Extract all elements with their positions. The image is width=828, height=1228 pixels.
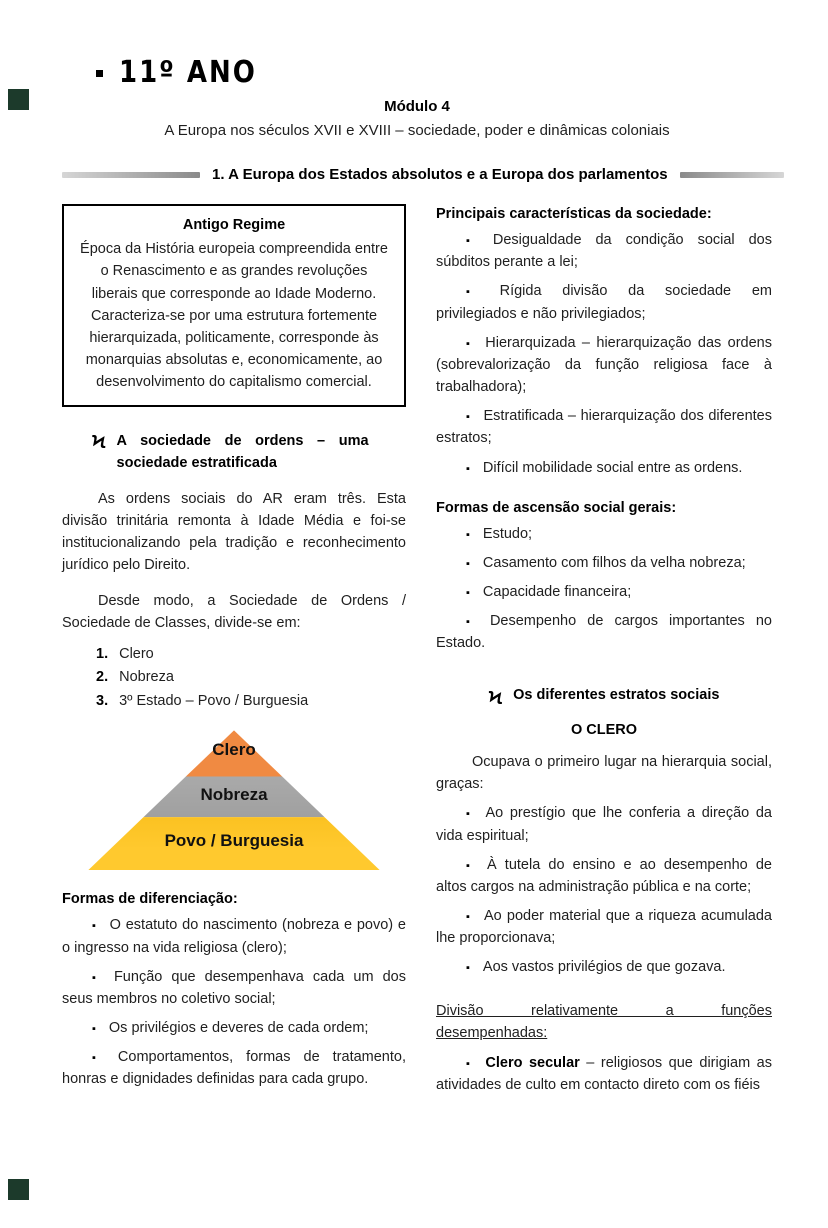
corner-square-bottom — [8, 1179, 29, 1200]
bullet-text: – religiosos que dirigiam as atividades de culto em contacto direto com os fiéis — [436, 1054, 772, 1093]
social-pyramid-diagram — [88, 730, 380, 870]
module-title: Módulo 4 — [384, 98, 450, 115]
box-title: Antigo Regime — [182, 217, 286, 233]
bullet-icon: ▪ — [466, 808, 473, 821]
bullet-text: Estratificada – hierarquização dos diferentes estratos; — [436, 408, 772, 447]
bullet-icon: ▪ — [92, 920, 97, 933]
bullet-text: Capacidade financeira; — [482, 584, 632, 601]
society-heading — [92, 431, 406, 475]
bullet-item — [436, 854, 772, 898]
paragraph: As ordens sociais do AR eram três. Esta divisão trinitária remonta à Idade Média e foi-se institucionalizando pela tradição e reconhecimento jurídico pelo Direito. — [62, 490, 406, 574]
bullet-text: Aos vastos privilégios de que gozava. — [482, 959, 726, 976]
module-subtitle: A Europa nos séculos XVII e XVIII – sociedade, poder e dinâmicas coloniais — [164, 122, 670, 139]
list-number: 3. — [96, 692, 109, 709]
bullet-item — [436, 905, 772, 949]
bullet-icon: ▪ — [466, 337, 473, 350]
ordered-list — [96, 643, 406, 713]
estratos-heading-text: Os diferentes estratos sociais — [513, 686, 720, 703]
bullet-item — [62, 1046, 406, 1090]
bullet-text: Função que desempenhava cada um dos seus membros no coletivo social; — [62, 968, 406, 1007]
bullet-icon: ▪ — [466, 411, 471, 424]
list-text: 3º Estado – Povo / Burguesia — [119, 692, 309, 709]
divisao-line2: desempenhadas: — [436, 1025, 548, 1042]
bullet-text: Os privilégios e deveres de cada ordem; — [108, 1020, 369, 1037]
list-number: 2. — [96, 669, 109, 686]
bullet-item — [436, 956, 772, 978]
list-text: Clero — [119, 645, 154, 662]
bullet-icon: ▪ — [466, 235, 480, 247]
grade-heading — [96, 55, 772, 91]
bullet-text: À tutela do ensino e ao desempenho de altos cargos na administração pública e na corte; — [436, 856, 772, 895]
bullet-icon: ▪ — [466, 859, 474, 872]
list-item — [96, 666, 406, 689]
list-item — [96, 643, 406, 666]
bullet-icon: ▪ — [92, 1023, 96, 1036]
clero-heading: O CLERO — [570, 722, 638, 739]
ascensao-heading: Formas de ascensão social gerais: — [436, 499, 677, 516]
bullet-icon: ▪ — [466, 528, 470, 541]
document-page — [0, 55, 828, 1096]
grade-title: 11º ANO — [119, 55, 257, 91]
bullet-text: Rígida divisão da sociedade em privilegiados e não privilegiados; — [436, 283, 772, 322]
two-column-layout — [62, 204, 772, 1096]
bullet-item — [62, 914, 406, 958]
bullet-text: Estudo; — [482, 525, 533, 542]
bullet-icon: ▪ — [466, 962, 470, 975]
bullet-item — [436, 332, 772, 399]
left-column — [62, 204, 406, 1091]
divider-bar-right — [680, 172, 784, 178]
divisao-line1: Divisão relativamente a funções — [436, 1002, 772, 1019]
bullet-icon: ▪ — [466, 462, 470, 475]
bullet-item — [436, 581, 772, 603]
bullet-item — [436, 457, 772, 479]
bullet-text: Difícil mobilidade social entre as ordens. — [482, 459, 743, 476]
section-heading — [62, 166, 772, 183]
bullet-item — [62, 1017, 406, 1039]
bullet-text: O estatuto do nascimento (nobreza e povo) e o ingresso na vida religiosa (clero); — [62, 917, 406, 956]
bullet-icon: ▪ — [466, 616, 477, 629]
pyramid-label: Clero — [212, 740, 256, 760]
bullet-icon: ▪ — [466, 286, 487, 299]
bullet-item — [62, 966, 406, 1010]
bullet-item — [436, 610, 772, 654]
bullet-icon: ▪ — [466, 1057, 473, 1070]
box-body: Época da História europeia compreendida entre o Renascimento e as grandes revoluções liberais que corresponde ao Idade Moderno. Caracteriza-se por uma estrutura fortemente hierarquizada, politicamente, corresponde às monarquias absolutas e, economicamente, ao desenvolvimento do capitalismo comercial. — [80, 241, 388, 391]
lightning-marker-icon: Ϟ — [488, 687, 503, 708]
bullet-text: Desigualdade da condição social dos súbditos perante a lei; — [436, 232, 772, 271]
list-number: 1. — [96, 645, 109, 662]
section-title: 1. A Europa dos Estados absolutos e a Europa dos parlamentos — [212, 166, 668, 183]
bullet-text: Casamento com filhos da velha nobreza; — [482, 554, 746, 571]
bullet-item — [436, 405, 772, 449]
bullet-item — [436, 280, 772, 324]
bullet-icon: ▪ — [466, 587, 470, 600]
diff-heading: Formas de diferenciação: — [62, 891, 238, 908]
bullet-item — [436, 1052, 772, 1096]
bullet-text: Ao prestígio que lhe conferia a direção da vida espiritual; — [436, 805, 772, 844]
corner-square-top — [8, 89, 29, 110]
bullet-icon: ▪ — [466, 911, 472, 924]
bullet-text: Comportamentos, formas de tratamento, honras e dignidades definidas para cada grupo. — [62, 1049, 406, 1088]
bullet-bold-lead: Clero secular — [485, 1054, 580, 1071]
bullet-icon: ▪ — [92, 971, 101, 984]
lightning-marker-icon: Ϟ — [92, 432, 106, 453]
right-column — [436, 204, 772, 1096]
square-bullet-icon — [96, 70, 103, 77]
bullet-icon: ▪ — [92, 1052, 105, 1065]
bullet-text: Desempenho de cargos importantes no Estado. — [436, 613, 772, 652]
divider-bar-left — [62, 172, 200, 178]
bullet-item — [436, 523, 772, 545]
estratos-heading — [436, 687, 772, 710]
paragraph: Desde modo, a Sociedade de Ordens / Sociedade de Classes, divide-se em: — [62, 592, 406, 631]
pyramid-label: Nobreza — [200, 785, 268, 805]
bullet-text: Ao poder material que a riqueza acumulada lhe proporcionava; — [436, 908, 772, 947]
list-item — [96, 690, 406, 713]
paragraph: Ocupava o primeiro lugar na hierarquia social, graças: — [436, 754, 772, 793]
antigo-regime-box — [62, 204, 406, 407]
bullet-text: Hierarquizada – hierarquização das ordens (sobrevalorização da função religiosa face à trabalhadora); — [436, 334, 772, 396]
society-heading-text: A sociedade de ordens – uma sociedade estratificada — [116, 433, 369, 472]
divisao-heading — [436, 1000, 772, 1045]
bullet-item — [436, 552, 772, 574]
caract-heading: Principais características da sociedade: — [436, 206, 712, 222]
pyramid-label: Povo / Burguesia — [164, 831, 304, 851]
list-text: Nobreza — [119, 669, 174, 686]
bullet-item — [436, 229, 772, 273]
bullet-icon: ▪ — [466, 557, 470, 570]
bullet-item — [436, 802, 772, 846]
